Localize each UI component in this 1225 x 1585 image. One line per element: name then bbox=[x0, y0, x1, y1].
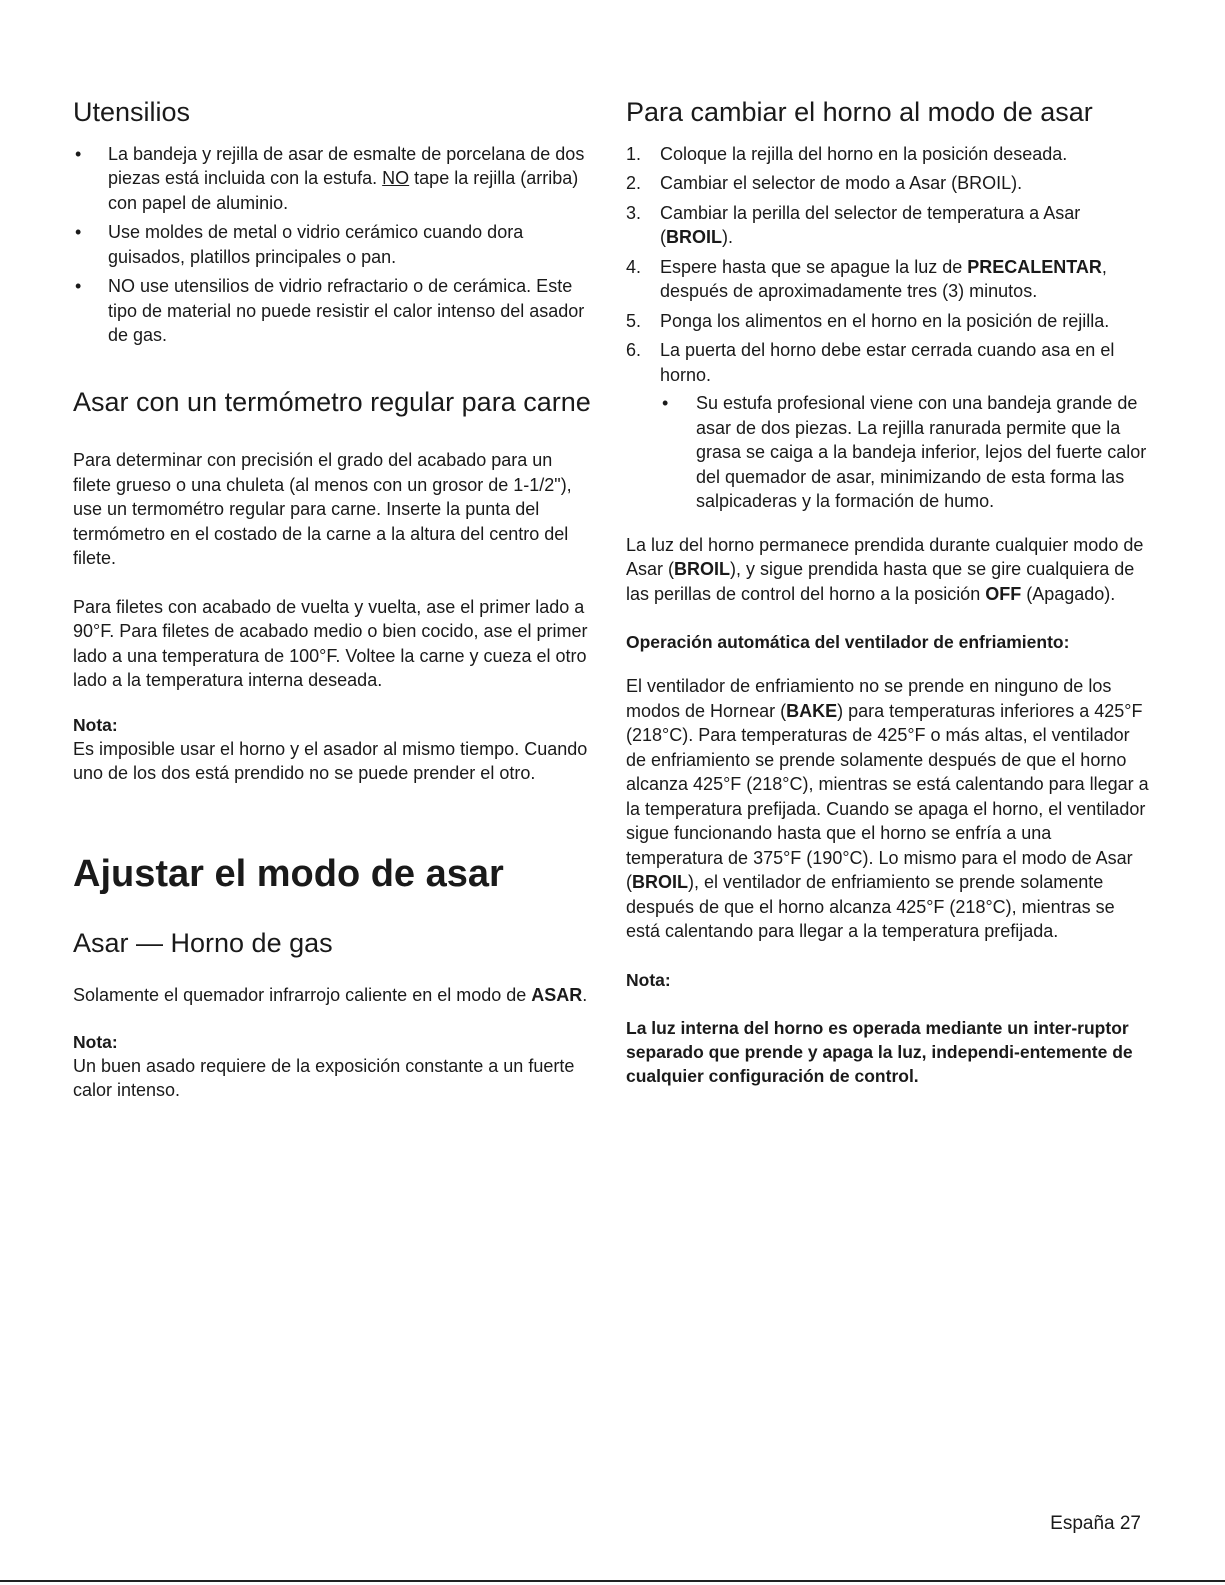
list-item: • Su estufa profesional viene con una bandeja grande de asar de dos piezas. La rejilla ranurada permite que la grasa se caiga a la bandeja inferior, lejos del fuerte calor del quemador de asar, minimizando de esta forma las salpicaderas y la formación de humo. bbox=[662, 393, 1147, 512]
ventilador-paragraph: El ventilador de enfriamiento no se prende en ninguno de los modos de Hornear (BAKE) para temperaturas inferiores a 425°F (218°C). Para temperaturas de 425°F o más altas, el ventilador de enfriamiento se prende solamente después de que el horno alcanza 425°F (218°C), mientras se está calentando para llegar a la temperatura prefijada. Cuando se apaga el horno, el ventilador sigue funcionando hasta que el horno se enfría a una temperatura de 375°F (190°C). Lo mismo para el modo de Asar (BROIL), el ventilador de enfriamiento se prende solamente después de que el horno alcanza 425°F (218°C), mientras se está calentando para llegar a la temperatura prefijada. bbox=[626, 676, 1149, 942]
note-text: Es imposible usar el horno y el asador al mismo tiempo. Cuando uno de los dos está prendido no se puede prender el otro. bbox=[73, 738, 588, 784]
step-item: 4. Espere hasta que se apague la luz de PRECALENTAR, después de aproximadamente tres (3) minutos. bbox=[626, 256, 1107, 302]
step-number: 3. bbox=[626, 202, 642, 223]
step-number: 4. bbox=[626, 256, 642, 277]
step-item: 2. Cambiar el selector de modo a Asar (BROIL). bbox=[626, 171, 1151, 196]
note-label: Nota: bbox=[73, 714, 118, 735]
bullet-icon: • bbox=[662, 393, 669, 414]
section-heading-termometro: Asar con un termómetro regular para carne bbox=[73, 386, 591, 417]
bullet-icon: • bbox=[75, 143, 82, 164]
note-text: Un buen asado requiere de la exposición constante a un fuerte calor intenso. bbox=[73, 1055, 575, 1101]
bullet-icon: • bbox=[75, 276, 82, 297]
step-number: 6. bbox=[626, 340, 642, 361]
page-title: Ajustar el modo de asar bbox=[73, 852, 504, 895]
underlined-no: NO bbox=[382, 168, 410, 189]
step-item: 5. Ponga los alimentos en el horno en la posición de rejilla. bbox=[626, 309, 1151, 334]
page-number: España 27 bbox=[1050, 1513, 1141, 1534]
left-column bbox=[73, 96, 593, 1103]
step-number: 2. bbox=[626, 173, 642, 194]
luz-paragraph: La luz del horno permanece prendida durante cualquier modo de Asar (BROIL), y sigue prendida hasta que se gire cualquiera de las perillas de control del horno a la posición OFF (Apagado). bbox=[626, 534, 1144, 604]
asar-paragraph: Solamente el quemador infrarrojo caliente en el modo de ASAR. bbox=[73, 985, 588, 1006]
note-label: Nota: bbox=[73, 1031, 118, 1052]
list-item: • La bandeja y rejilla de asar de esmalte de porcelana de dos piezas está incluida con la estufa. NO tape la rejilla (arriba) con papel de aluminio. bbox=[75, 143, 585, 213]
ventilador-heading: Operación automática del ventilador de enfriamiento: bbox=[626, 632, 1070, 653]
utensilios-list bbox=[73, 142, 593, 348]
step-item: 1. Coloque la rejilla del horno en la posición deseada. bbox=[626, 142, 1151, 167]
step-item: 3. Cambiar la perilla del selector de temperatura a Asar (BROIL). bbox=[626, 202, 1081, 248]
sub-bullet-list bbox=[660, 391, 1151, 514]
termometro-paragraph-2: Para filetes con acabado de vuelta y vuelta, ase el primer lado a 90°F. Para filetes de acabado medio o bien cocido, ase el primer lado a una temperatura de 100°F. Voltee la carne y cueza el otro lado a la temperatura interna deseada. bbox=[73, 596, 588, 691]
bullet-icon: • bbox=[75, 222, 82, 243]
note-label: Nota: bbox=[626, 969, 671, 990]
section-heading-utensilios: Utensilios bbox=[73, 97, 191, 127]
list-item: • Use moldes de metal o vidrio cerámico cuando dora guisados, platillos principales o pan. bbox=[75, 222, 524, 267]
step-item: 6. La puerta del horno debe estar cerrada cuando asa en el horno. • Su estufa profesional viene con una bandeja grande de asar de dos piezas. La rejilla ranurada permite que la grasa se caiga a la bandeja inferior, lejos del fuerte calor del quemador de asar, minimizando de esta forma las salpicaderas y la formación de humo. bbox=[626, 338, 1151, 514]
step-number: 5. bbox=[626, 310, 642, 331]
note-text-bold: La luz interna del horno es operada mediante un inter-ruptor separado que prende y apaga la luz, independi-entemente de cualquier configuración de control. bbox=[626, 1017, 1133, 1086]
section-heading-asar-gas: Asar — Horno de gas bbox=[73, 928, 333, 959]
steps-list bbox=[626, 142, 1151, 514]
right-column bbox=[626, 96, 1151, 1088]
bottom-divider bbox=[0, 1580, 1225, 1582]
termometro-paragraph-1: Para determinar con precisión el grado del acabado para un filete grueso o una chuleta (al menos con un grosor de 1-1/2"), use un termométro regular para carne. Inserte la punta del termómetro en el costado de la carne a la altura del centro del filete. bbox=[73, 450, 572, 569]
list-item: • NO use utensilios de vidrio refractario o de cerámica. Este tipo de material no puede resistir el calor intenso del asador de gas. bbox=[75, 276, 585, 346]
section-heading-cambiar: Para cambiar el horno al modo de asar bbox=[626, 97, 1093, 127]
step-number: 1. bbox=[626, 143, 642, 164]
